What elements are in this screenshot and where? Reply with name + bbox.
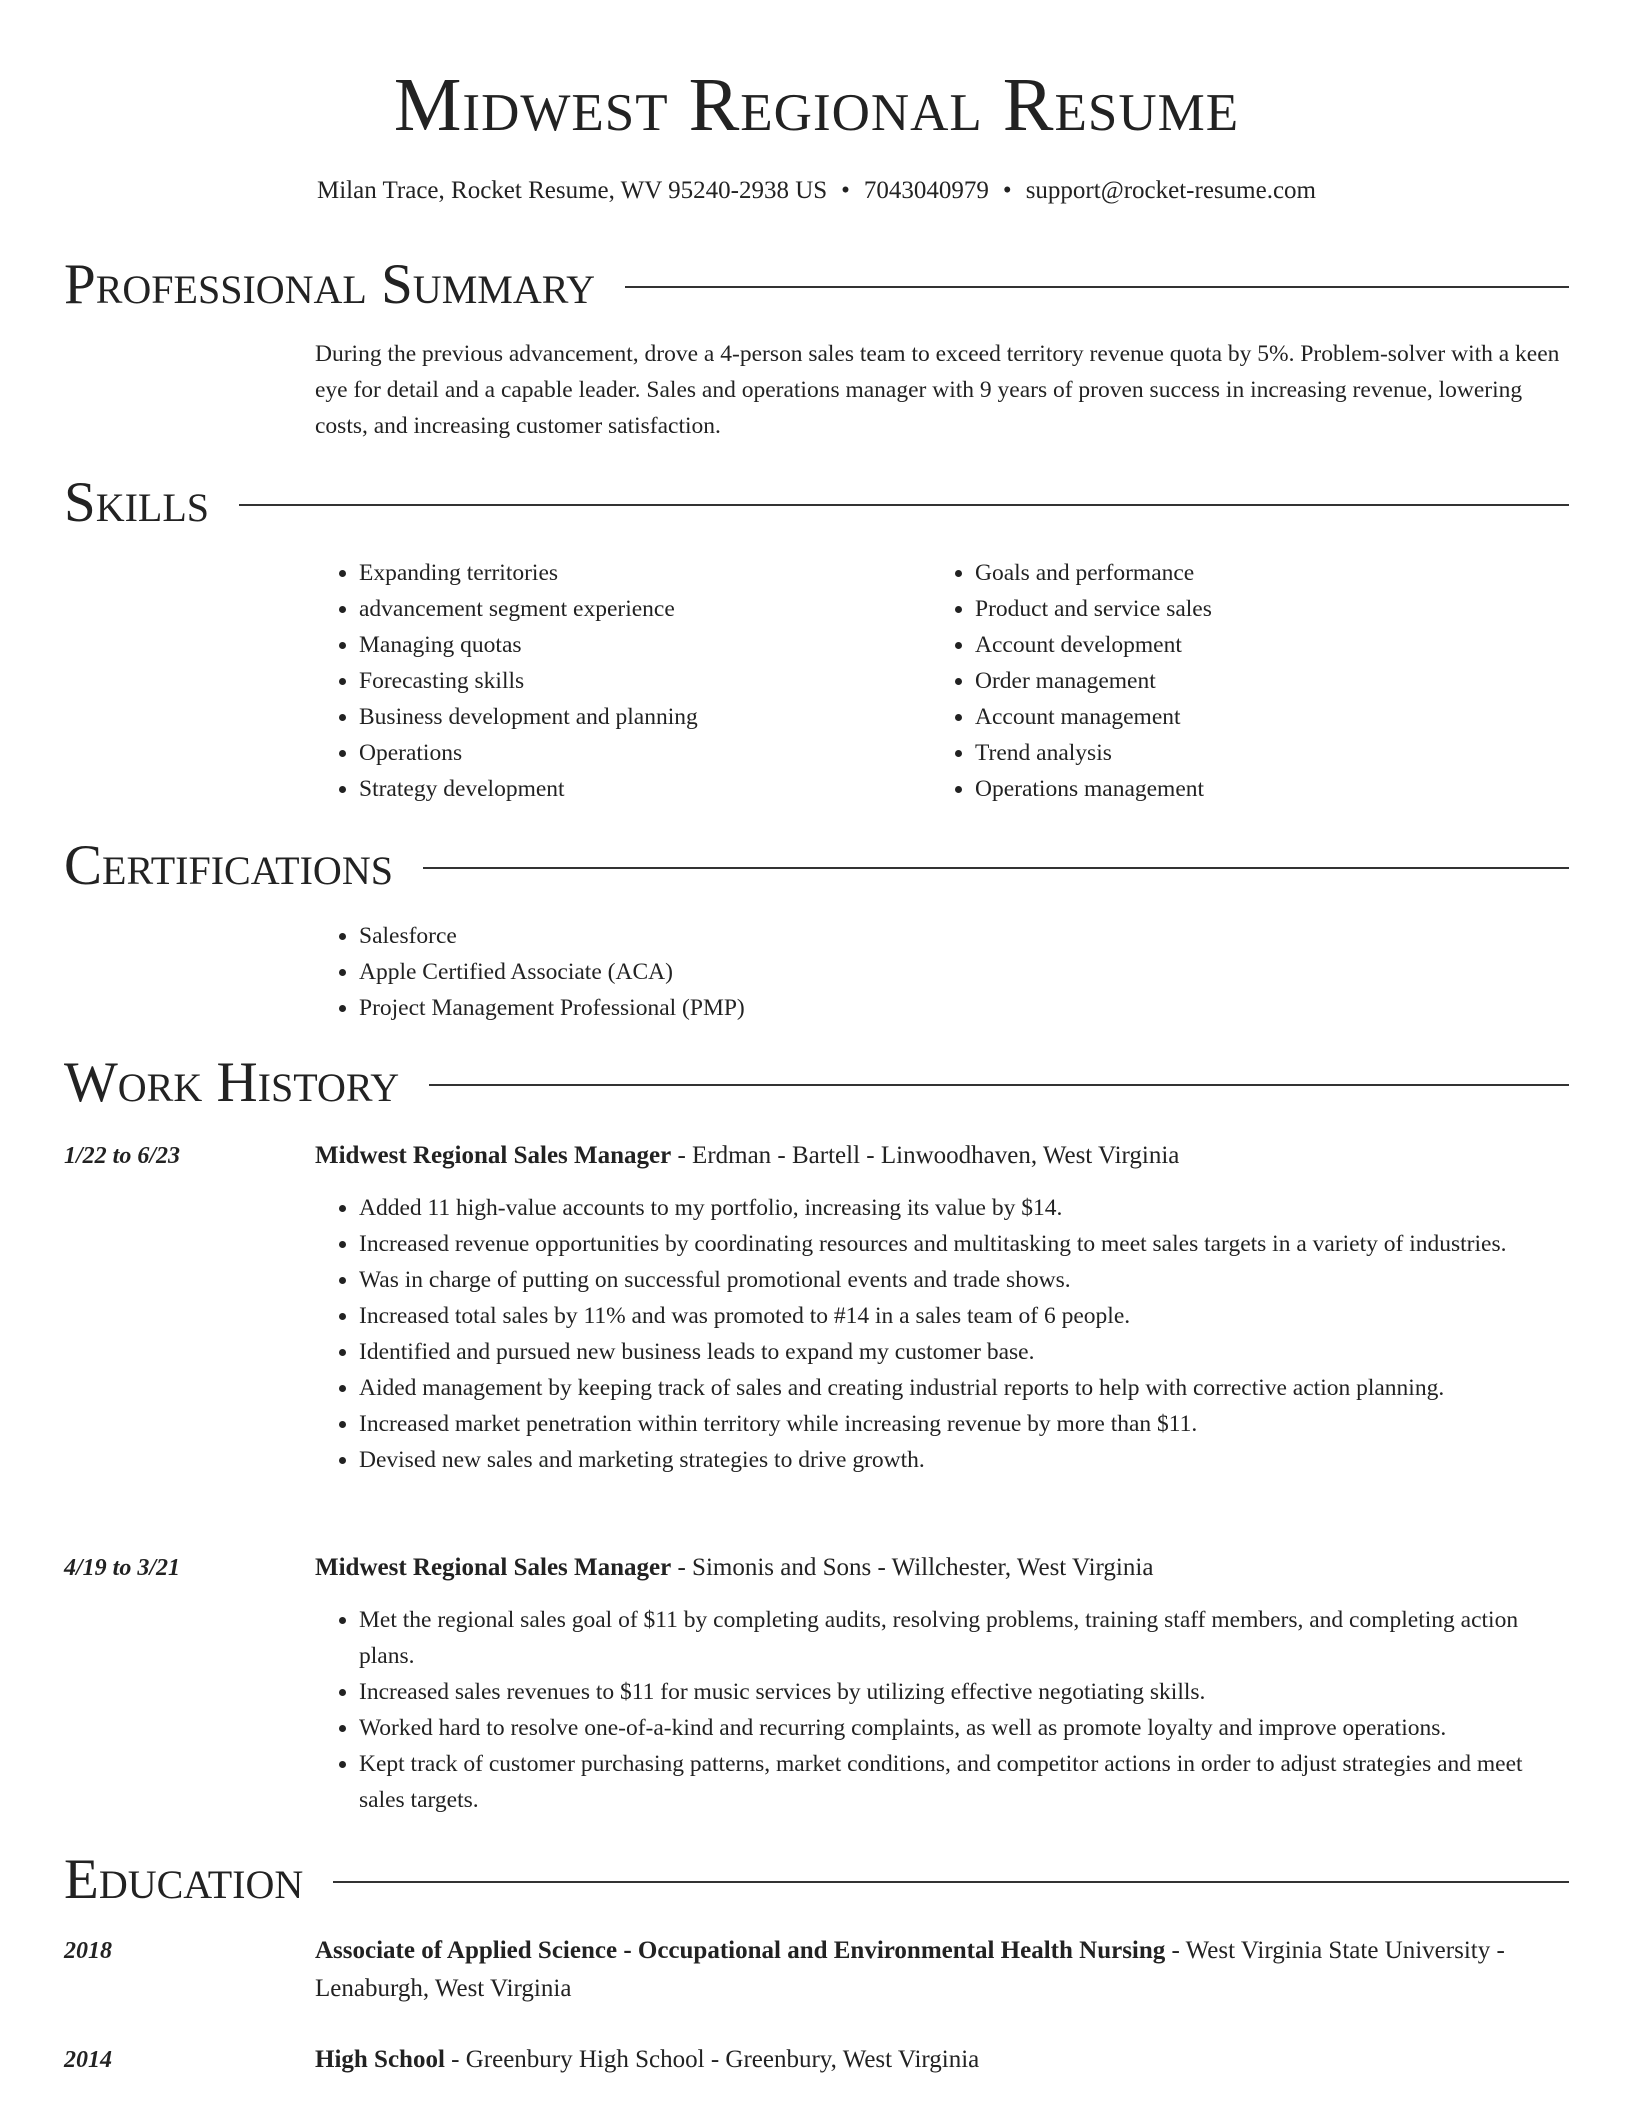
job-dates: 1/22 to 6/23	[64, 1143, 181, 1169]
education-section-title: Education	[64, 1845, 333, 1915]
job-bullet: • Devised new sales and marketing strategies to drive growth.	[359, 1442, 1569, 1478]
job-heading	[315, 1137, 1569, 1175]
certifications-list-container	[315, 918, 1315, 1026]
resume-name: Midwest Regional Resume	[393, 63, 1240, 147]
job-heading	[315, 1549, 1569, 1587]
skills-list-left	[315, 555, 915, 807]
skill-item: • Account development	[975, 627, 1531, 663]
education-year: 2014	[64, 2047, 112, 2073]
skill-item: • Order management	[975, 663, 1531, 699]
job-bullet: • Aided management by keeping track of sales and creating industrial reports to help with corrective action planning.	[359, 1370, 1569, 1406]
skill-item: • Operations management	[975, 771, 1531, 807]
skill-item: • advancement segment experience	[359, 591, 915, 627]
contact-line	[64, 174, 1569, 208]
contact-separator: •	[841, 177, 850, 204]
skills-section-header	[64, 468, 1569, 538]
skill-item: • Trend analysis	[975, 735, 1531, 771]
skills-section-title: Skills	[64, 468, 239, 538]
education-degree: Associate of Applied Science - Occupational and Environmental Health Nursing	[315, 1937, 1166, 1964]
job-bullet: • Increased sales revenues to $11 for music services by utilizing effective negotiating skills.	[359, 1674, 1569, 1710]
contact-separator: •	[1002, 177, 1012, 204]
skill-item: • Expanding territories	[359, 555, 915, 591]
summary-section-title: Professional Summary	[64, 250, 625, 320]
job-bullet: • Increased total sales by 11% and was promoted to #14 in a sales team of 6 people.	[359, 1298, 1569, 1334]
job-bullet: • Met the regional sales goal of $11 by completing audits, resolving problems, training staff members, and completing action plans.	[359, 1602, 1569, 1674]
education-degree: High School	[315, 2046, 445, 2073]
job-title: Midwest Regional Sales Manager	[315, 1554, 672, 1581]
skill-item: • Goals and performance	[975, 555, 1531, 591]
skill-item: • Operations	[359, 735, 915, 771]
job-dates: 4/19 to 3/21	[64, 1555, 181, 1581]
summary-text: During the previous advancement, drove a 4-person sales team to exceed territory revenue quota by 5%. Problem-solver with a keen eye for detail and a capable leader. Sales and operations manager with 9 years of proven success in increasing revenue, lowering costs, and increasing customer satisfaction.	[315, 341, 1560, 439]
education-details: - Greenbury High School - Greenbury, West Virginia	[444, 2046, 980, 2073]
contact-address: Milan Trace, Rocket Resume, WV 95240-2938 US	[317, 177, 828, 204]
skills-left-column	[315, 555, 915, 807]
skill-item: • Product and service sales	[975, 591, 1531, 627]
work-section-header	[64, 1048, 1569, 1118]
job-bullets	[315, 1190, 1569, 1478]
job-bullet: • Kept track of customer purchasing patterns, market conditions, and competitor actions in order to adjust strategies and meet sales targets.	[359, 1746, 1569, 1818]
skill-item: • Forecasting skills	[359, 663, 915, 699]
education-entry	[315, 1932, 1569, 2008]
job-bullet: • Increased revenue opportunities by coordinating resources and multitasking to meet sales targets in a variety of industries.	[359, 1226, 1569, 1262]
education-section-header	[64, 1845, 1569, 1915]
skills-list-right	[931, 555, 1531, 807]
job-bullets-container	[315, 1190, 1569, 1478]
skill-item: • Account management	[975, 699, 1531, 735]
job-title: Midwest Regional Sales Manager	[315, 1142, 672, 1169]
education-details: - West Virginia State University - Lenaburgh, West Virginia	[315, 1937, 1505, 2002]
skills-right-column	[931, 555, 1531, 807]
job-bullet: • Worked hard to resolve one-of-a-kind and recurring complaints, as well as promote loyalty and improve operations.	[359, 1710, 1569, 1746]
job-bullets-container	[315, 1602, 1569, 1818]
job-bullets	[315, 1602, 1569, 1818]
job-bullet: • Was in charge of putting on successful promotional events and trade shows.	[359, 1262, 1569, 1298]
work-section-title: Work History	[64, 1048, 429, 1118]
job-details: - Erdman - Bartell - Linwoodhaven, West Virginia	[671, 1142, 1180, 1169]
certification-item: • Project Management Professional (PMP)	[359, 990, 1315, 1026]
job-bullet: • Increased market penetration within territory while increasing revenue by more than $11.	[359, 1406, 1569, 1442]
certification-item: • Salesforce	[359, 918, 1315, 954]
skill-item: • Managing quotas	[359, 627, 915, 663]
job-bullet: • Identified and pursued new business leads to expand my customer base.	[359, 1334, 1569, 1370]
skill-item: • Strategy development	[359, 771, 915, 807]
certifications-section-header	[64, 831, 1569, 901]
contact-phone: 7043040979	[863, 177, 989, 204]
skill-item: • Business development and planning	[359, 699, 915, 735]
certification-item: • Apple Certified Associate (ACA)	[359, 954, 1315, 990]
job-bullet: • Added 11 high-value accounts to my portfolio, increasing its value by $14.	[359, 1190, 1569, 1226]
job-details: - Simonis and Sons - Willchester, West Virginia	[671, 1554, 1154, 1581]
certifications-list	[315, 918, 1315, 1026]
education-year: 2018	[64, 1938, 112, 1964]
certifications-section-title: Certifications	[64, 831, 423, 901]
section-divider	[64, 504, 1569, 506]
education-entry	[315, 2041, 1569, 2079]
contact-email: support@rocket-resume.com	[1025, 177, 1316, 204]
summary-section-header	[64, 250, 1569, 320]
